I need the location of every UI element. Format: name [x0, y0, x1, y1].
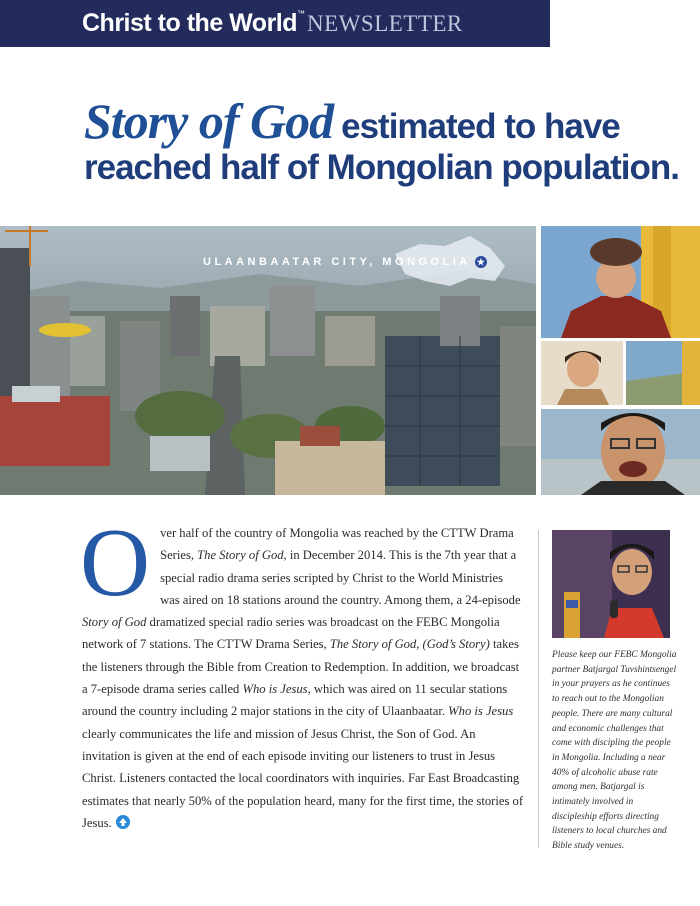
photo-caption-text: ULAANBAATAR CITY, MONGOLIA	[203, 256, 471, 268]
masthead-newsletter: NEWSLETTER	[307, 10, 463, 36]
portrait-elder-man	[541, 226, 700, 338]
headline-rest: estimated to have	[341, 107, 620, 146]
headline-line2: reached half of Mongolian population.	[84, 147, 679, 187]
article-text: Who is Jesus	[242, 682, 308, 697]
page-headline	[84, 95, 684, 186]
article-text: in December 2014. This is the 7th year that a special radio drama series scripted by Christ to the World Ministries was aired on 18 stations around the country. Among them, a 24-episode	[160, 548, 521, 607]
star-icon: ★	[476, 257, 485, 267]
photo-caption	[203, 256, 487, 268]
masthead-brand: Christ to the World	[82, 9, 298, 37]
article-text: The Story of God,	[197, 548, 287, 563]
portrait-child	[541, 341, 623, 405]
portrait-child-illustration	[541, 341, 623, 405]
trademark-mark: ™	[297, 9, 306, 18]
article-text: clearly communicates the life and mission of Jesus Christ, the Son of God. An invitation is given at the end of each episode inviting our listeners to trust in Jesus Christ. Listeners contacted the local coordinators with inquiries. Far East Broadcasting estimates that nearly 50% of the population heard, many for the first time, the stories of Jesus.	[82, 726, 524, 830]
article-text: ver half of the country of Mongolia was reached by the CTTW Drama Series,	[160, 526, 514, 563]
headline-emphasis: Story of God	[84, 93, 334, 149]
article-text: takes the listeners through the Bible from Creation to Redemption. In addition, we broadcast a 7-episode drama series called	[82, 637, 520, 697]
article-body	[80, 509, 524, 834]
portrait-landscape	[626, 341, 700, 405]
article-text: dramatized special radio series was broadcast on the FEBC Mongolia network of 7 stations. The CTTW Drama Series,	[82, 615, 500, 652]
article-text: Story of God	[82, 615, 147, 630]
up-arrow-icon	[116, 815, 130, 829]
masthead	[0, 0, 550, 47]
sidebar-photo-illustration	[552, 530, 670, 638]
drop-cap: O	[80, 509, 151, 616]
up-arrow-glyph	[116, 815, 130, 829]
column-divider	[538, 530, 539, 848]
portrait-elder-illustration	[541, 226, 700, 338]
portrait-smiling-illustration	[541, 409, 700, 495]
article-text: Who is Jesus	[448, 704, 514, 719]
sidebar-photo	[552, 530, 670, 638]
sidebar-caption: Please keep our FEBC Mongolia partner Batjargal Tuvshintsengel in your prayers as he continues to reach out to the Mongolian people. There are many cultural and economic challenges that come with discipling the people in Mongolia. Including a near 40% of alcoholic abuse rate among men. Batjargal is intimately involved in discipleship efforts directing listeners to local churches and Bible study venues.	[552, 650, 677, 852]
portrait-landscape-illustration	[626, 341, 700, 405]
article-text: , which was aired on 11 secular stations around the country including 2 major stations in the city of Ulaanbaatar.	[82, 682, 508, 719]
article-text: The Story of God, (God’s Story)	[329, 637, 490, 652]
portrait-smiling-man	[541, 409, 700, 495]
